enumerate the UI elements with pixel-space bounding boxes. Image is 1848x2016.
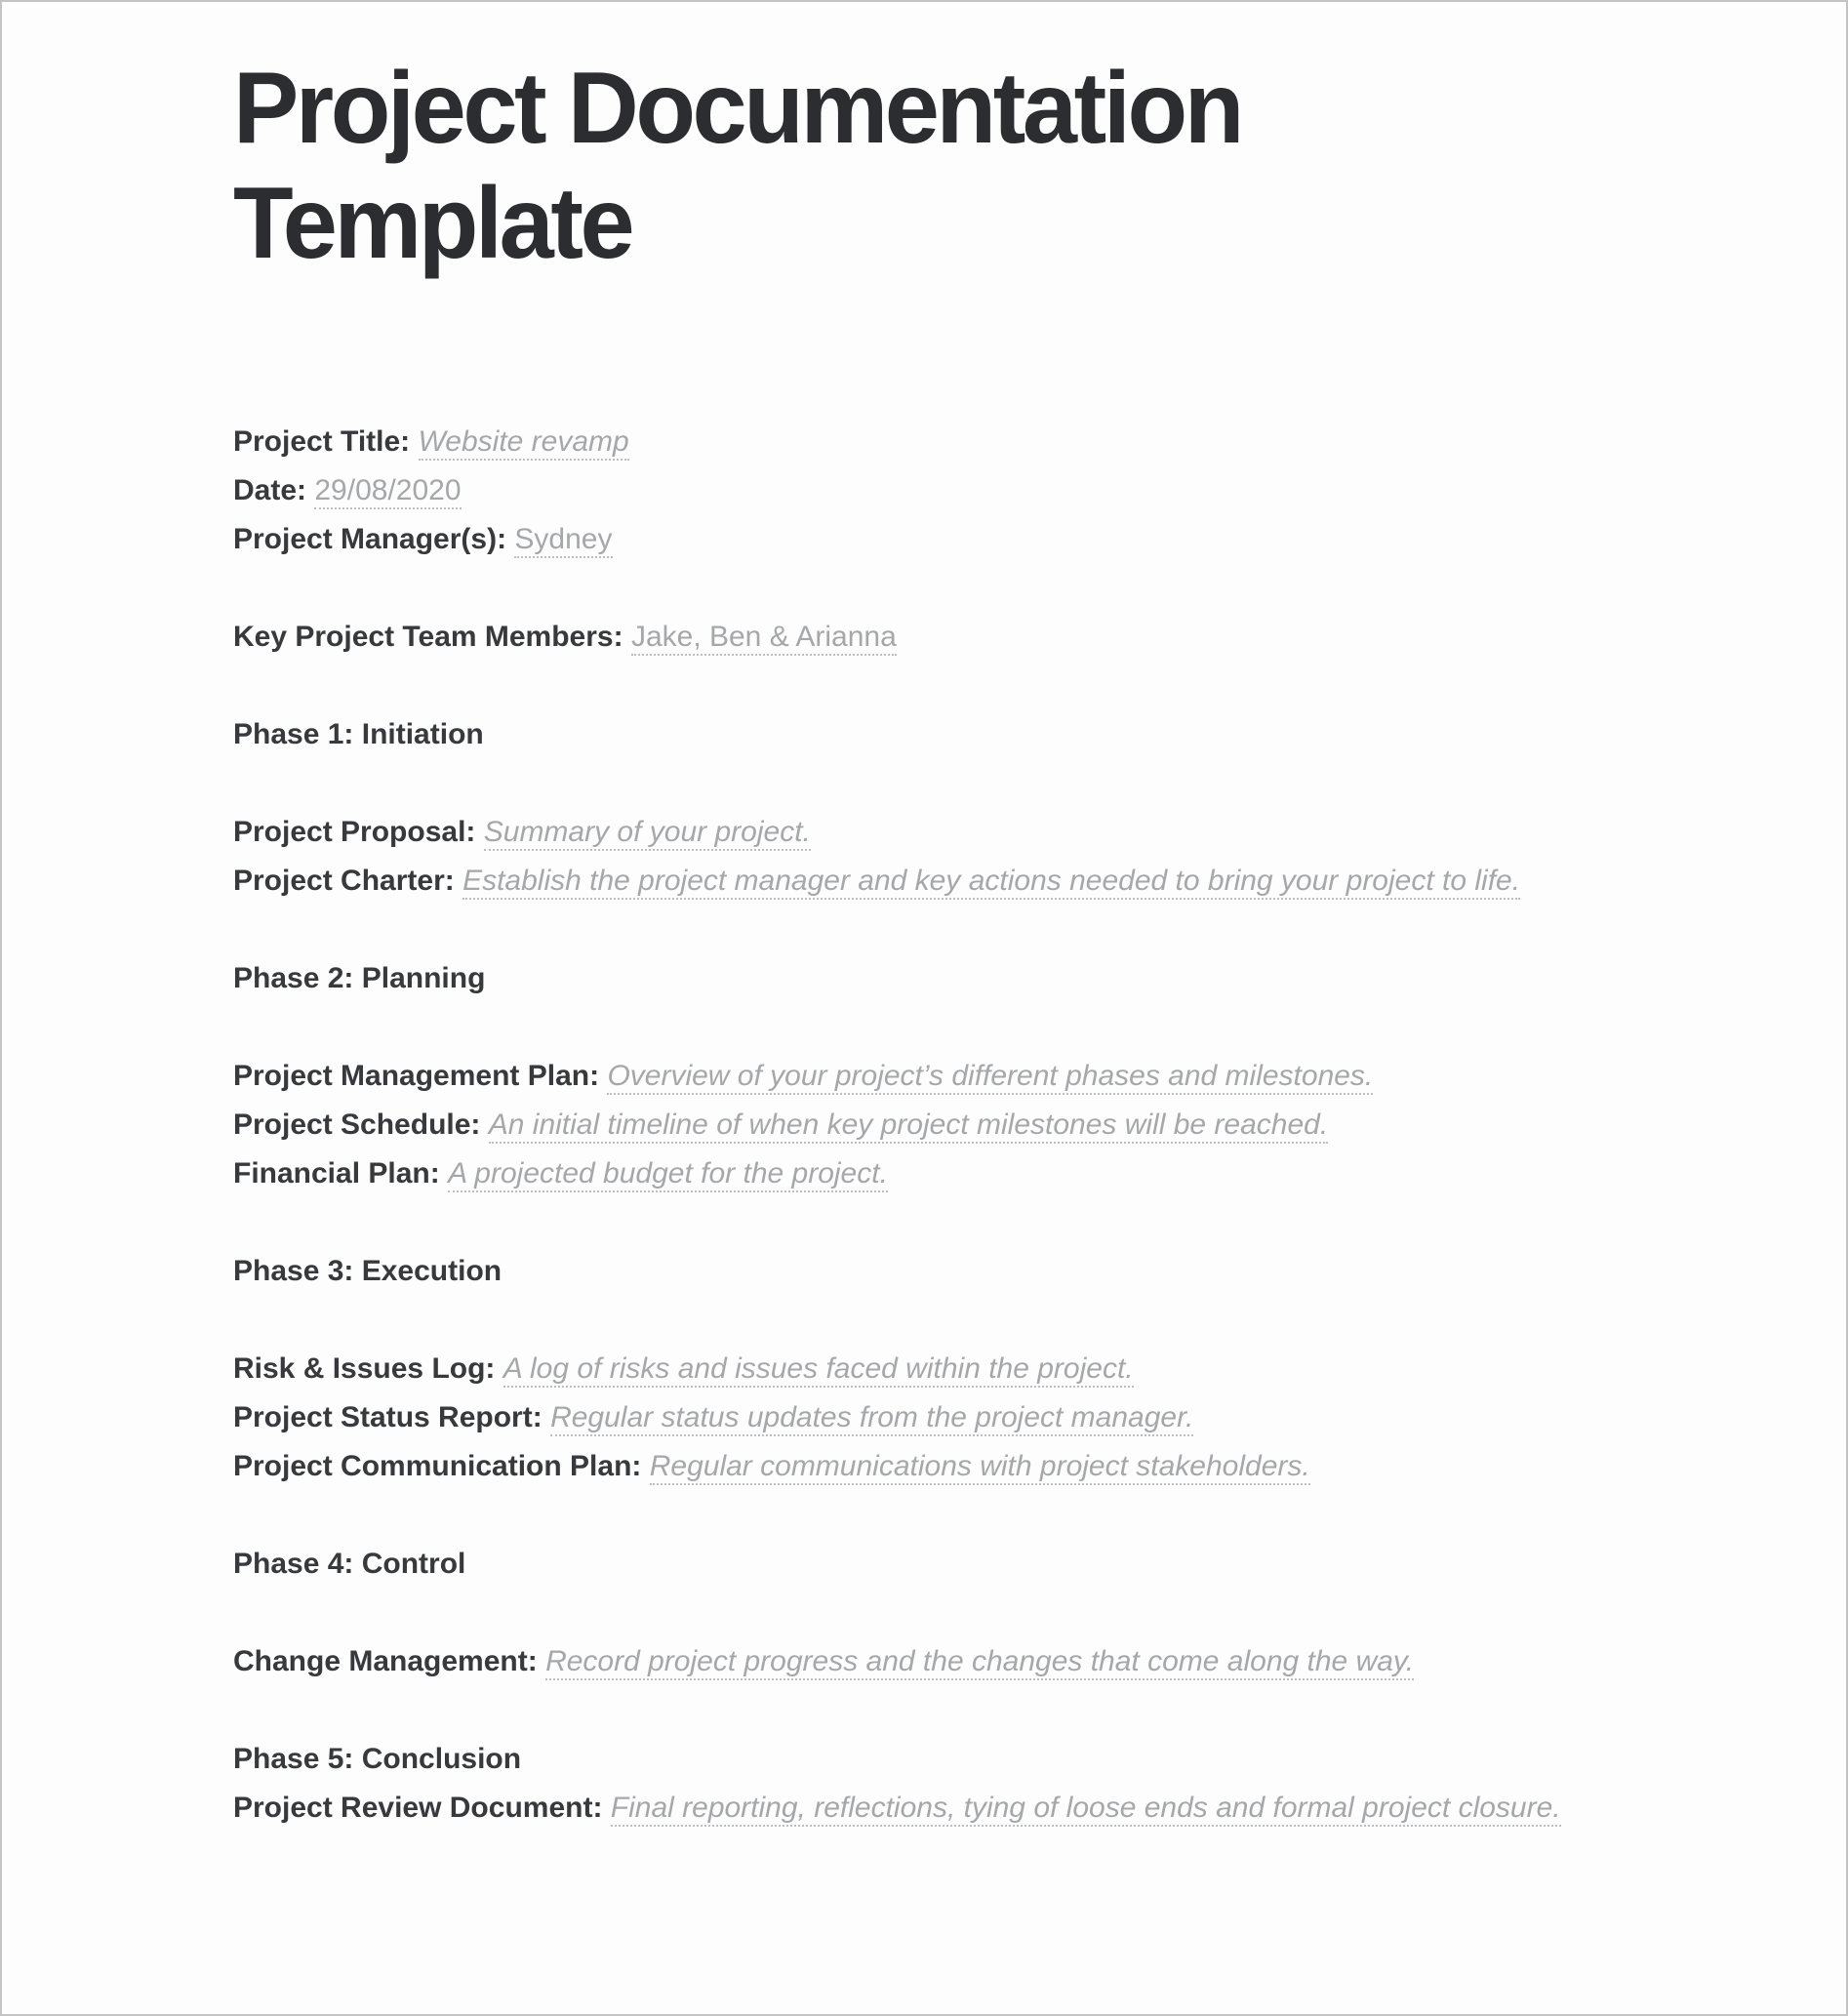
project-review-document-input[interactable]: Final reporting, reflections, tying of loose ends and formal project closure. [611, 1792, 1561, 1827]
field-project-schedule [233, 1101, 1619, 1149]
field-financial-plan [233, 1149, 1619, 1198]
spacer [233, 759, 1619, 808]
field-project-review-document [233, 1784, 1570, 1833]
spacer [233, 1296, 1619, 1345]
project-status-report-input[interactable]: Regular status updates from the project manager. [550, 1401, 1193, 1436]
field-label: Project Schedule: [233, 1109, 481, 1141]
field-label: Date: [233, 474, 307, 506]
field-project-proposal [233, 808, 1619, 857]
team-members-input[interactable]: Jake, Ben & Arianna [631, 621, 897, 656]
field-label: Project Status Report: [233, 1401, 542, 1433]
phase-3-heading: Phase 3: Execution [233, 1255, 502, 1287]
field-date [233, 466, 1619, 515]
phase-2-heading: Phase 2: Planning [233, 962, 486, 994]
document-body [233, 418, 1619, 1833]
spacer [233, 906, 1619, 954]
field-team-members [233, 613, 1619, 662]
field-label: Project Title: [233, 425, 411, 458]
field-label: Project Management Plan: [233, 1060, 600, 1092]
field-label: Project Communication Plan: [233, 1450, 642, 1482]
spacer [233, 1198, 1619, 1247]
spacer [233, 662, 1619, 710]
field-label: Project Charter: [233, 865, 455, 897]
project-communication-plan-input[interactable]: Regular communications with project stakeholders. [650, 1450, 1310, 1485]
field-label: Key Project Team Members: [233, 621, 623, 653]
project-proposal-input[interactable]: Summary of your project. [484, 816, 811, 851]
spacer [233, 1589, 1619, 1637]
field-change-management [233, 1637, 1619, 1686]
field-label: Risk & Issues Log: [233, 1352, 496, 1385]
project-charter-input[interactable]: Establish the project manager and key actions needed to bring your project to life. [462, 865, 1520, 900]
phase-5-heading: Phase 5: Conclusion [233, 1743, 522, 1775]
field-label: Project Review Document: [233, 1792, 603, 1824]
spacer [233, 1003, 1619, 1052]
project-title-input[interactable]: Website revamp [419, 425, 629, 461]
project-management-plan-input[interactable]: Overview of your project’s different phases and milestones. [607, 1060, 1373, 1095]
field-project-status-report [233, 1393, 1619, 1442]
phase-4-heading: Phase 4: Control [233, 1548, 466, 1580]
change-management-input[interactable]: Record project progress and the changes that come along the way. [545, 1645, 1414, 1680]
field-label: Project Proposal: [233, 816, 476, 848]
spacer [233, 564, 1619, 613]
field-risk-issues-log [233, 1345, 1619, 1393]
spacer [233, 1686, 1619, 1735]
field-label: Project Manager(s): [233, 523, 507, 555]
document-content [233, 51, 1619, 1833]
project-schedule-input[interactable]: An initial timeline of when key project milestones will be reached. [489, 1109, 1328, 1144]
project-managers-input[interactable]: Sydney [514, 523, 612, 558]
field-label: Financial Plan: [233, 1157, 440, 1189]
field-label: Change Management: [233, 1645, 538, 1677]
field-project-management-plan [233, 1052, 1619, 1101]
field-project-communication-plan [233, 1442, 1619, 1491]
document-title: Project Documentation Template [233, 52, 1241, 280]
field-project-charter [233, 857, 1570, 906]
risk-issues-log-input[interactable]: A log of risks and issues faced within the project. [503, 1352, 1134, 1388]
field-project-managers [233, 515, 1619, 564]
date-input[interactable]: 29/08/2020 [314, 474, 461, 509]
field-project-title [233, 418, 1619, 466]
spacer [233, 1491, 1619, 1540]
phase-1-heading: Phase 1: Initiation [233, 718, 484, 750]
financial-plan-input[interactable]: A projected budget for the project. [448, 1157, 888, 1192]
